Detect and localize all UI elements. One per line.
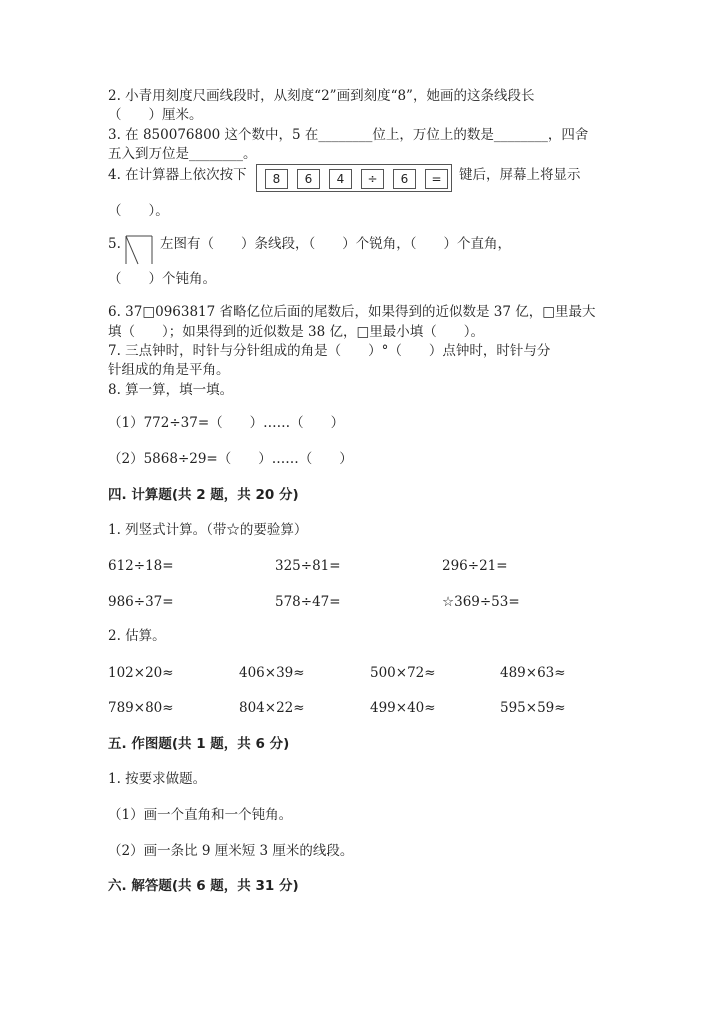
estimate-item: 406×39≈ [239,665,305,681]
calc-item: 325÷81= [275,558,341,574]
section5-title: 五. 作图题(共 1 题，共 6 分) [108,736,290,752]
q7-line2: 针组成的角是平角。 [108,362,230,378]
section4-title: 四. 计算题(共 2 题，共 20 分) [108,487,299,503]
angle-figure-icon [124,234,154,266]
calculator-key: 6 [393,169,416,189]
calc-item: ☆369÷53= [442,594,520,610]
section4-q2: 2. 估算。 [108,628,166,644]
estimate-item: 499×40≈ [370,700,436,716]
q8-part1: （1）772÷37=（ ）……（ ） [108,415,345,431]
estimate-item: 102×20≈ [108,665,174,681]
section5-q1: 1. 按要求做题。 [108,771,207,787]
estimate-item: 489×63≈ [500,665,566,681]
q6-line1: 6. 37□0963817 省略亿位后面的尾数后，如果得到的近似数是 37 亿，□里最大 [108,304,596,320]
q4-line1-before: 4. 在计算器上依次按下 [108,167,247,183]
section6-title: 六. 解答题(共 6 题，共 31 分) [108,878,299,894]
q5-number: 5. [108,236,121,252]
estimate-item: 789×80≈ [108,700,174,716]
calc-item: 578÷47= [275,594,341,610]
calc-item: 986÷37= [108,594,174,610]
q6-line2: 填（ ）；如果得到的近似数是 38 亿，□里最小填（ ）。 [108,324,485,340]
calculator-key: 8 [265,169,288,189]
q7-line1: 7. 三点钟时，时针与分针组成的角是（ ）°（ ）点钟时，时针与分 [108,343,551,359]
section5-part1: （1）画一个直角和一个钝角。 [108,807,293,823]
q5-line1: 左图有（ ）条线段，（ ）个锐角，（ ）个直角， [160,236,511,252]
q8-line1: 8. 算一算，填一填。 [108,382,234,398]
section5-part2: （2）画一条比 9 厘米短 3 厘米的线段。 [108,843,354,859]
q4-line1-after: 键后，屏幕上将显示 [459,167,581,183]
estimate-item: 595×59≈ [500,700,566,716]
calculator-key: 6 [297,169,320,189]
q3-line1: 3. 在 850076800 这个数中，5 在________位上，万位上的数是________，四舍 [108,127,589,143]
calc-item: 612÷18= [108,558,174,574]
q8-part2: （2）5868÷29=（ ）……（ ） [108,451,353,467]
calculator-key-row [256,164,452,192]
calc-item: 296÷21= [442,558,508,574]
q2-line1: 2. 小青用刻度尺画线段时，从刻度“2”画到刻度“8”，她画的这条线段长 [108,88,535,104]
section4-q1: 1. 列竖式计算。（带☆的要验算） [108,522,308,538]
q5-line2: （ ）个钝角。 [108,271,216,287]
q4-line2: （ ）。 [108,203,169,219]
calculator-key: 4 [329,169,352,189]
q3-line2: 五入到万位是________。 [108,146,257,162]
estimate-item: 804×22≈ [239,700,305,716]
q2-line2: （ ）厘米。 [108,107,203,123]
calculator-key: ÷ [361,169,384,189]
calculator-key: = [425,169,448,189]
estimate-item: 500×72≈ [370,665,436,681]
